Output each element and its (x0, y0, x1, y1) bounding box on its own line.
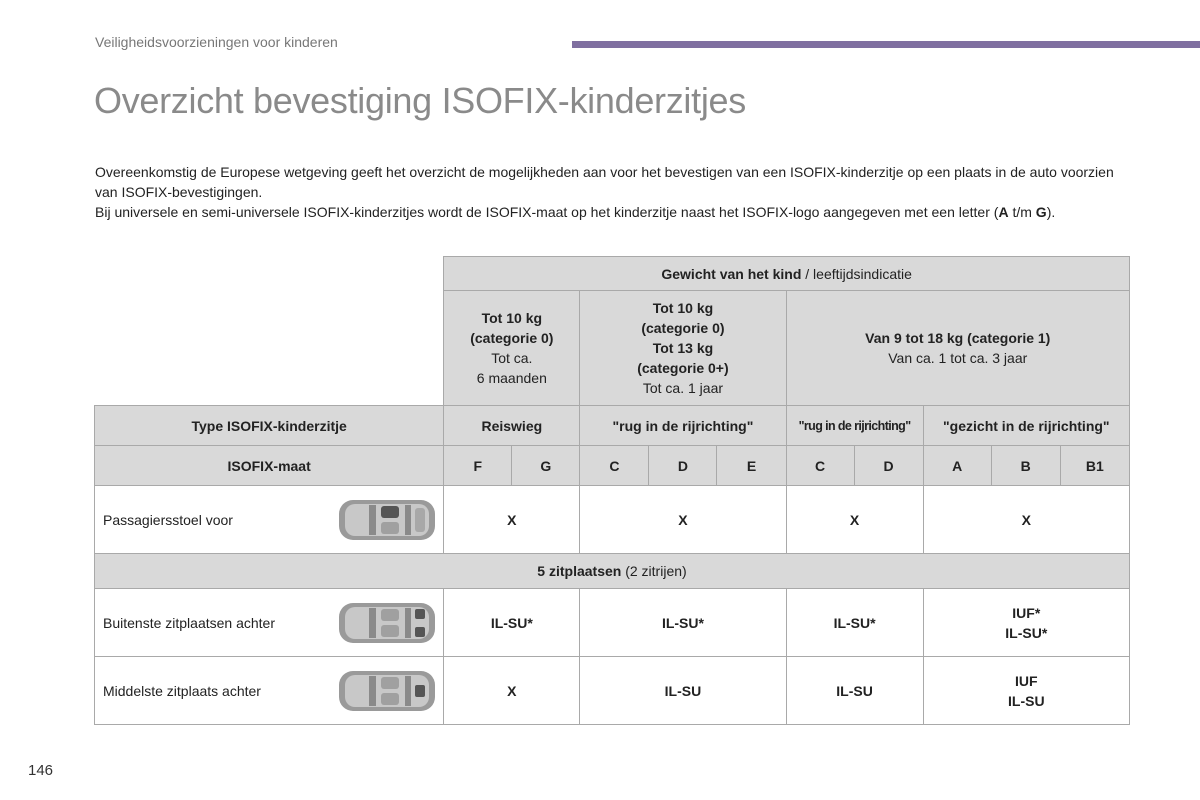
table-cell: IL-SU* (444, 589, 580, 657)
cat1-line4: 6 maanden (476, 370, 547, 386)
intro-paragraph-1: Overeenkomstig de Europese wetgeving geeft het overzicht de mogelijkheden aan voor het bevestigen van een ISOFIX-kinderzitje op een plaats in de auto voorzien van ISOFIX-bevestigingen. (95, 164, 1114, 200)
table-cell: IL-SU* (580, 589, 786, 657)
cell-line-1: IUF* (1012, 604, 1041, 621)
seat-position-label: Buitenste zitplaatsen achter (103, 614, 275, 631)
isofix-table (94, 256, 1130, 725)
table-cell: X (923, 486, 1129, 554)
size-cell: E (717, 446, 786, 486)
weight-header (444, 257, 1130, 291)
type-cell: "rug in de rijrichting" (580, 406, 786, 446)
size-cell: C (580, 446, 649, 486)
type-cell: Reiswieg (444, 406, 580, 446)
weight-category-1 (444, 291, 580, 406)
section-header: Veiligheidsvoorzieningen voor kinderen (95, 34, 338, 50)
group-header-rest: (2 zitrijen) (621, 563, 687, 579)
table-cell: X (580, 486, 786, 554)
table-cell (923, 657, 1129, 725)
intro-paragraph-2 (95, 202, 1135, 222)
size-label: ISOFIX-maat (95, 446, 444, 486)
car-front-seat-icon (335, 494, 439, 546)
intro-p2-mid: t/m (1008, 204, 1036, 220)
page-number: 146 (28, 762, 54, 779)
cat2-line5: Tot ca. 1 jaar (642, 380, 724, 396)
weight-category-3 (786, 291, 1129, 406)
table-row (95, 657, 1130, 725)
page-title: Overzicht bevestiging ISOFIX-kinderzitjes (94, 80, 746, 121)
table-cell: X (786, 486, 923, 554)
seat-position-label: Passagiersstoel voor (103, 511, 233, 528)
size-cell: B1 (1060, 446, 1129, 486)
size-cell: C (786, 446, 854, 486)
cat2-line1: Tot 10 kg (652, 300, 714, 316)
cat2-line4: (categorie 0+) (637, 360, 729, 376)
cell-line-2: IL-SU* (1005, 624, 1048, 641)
size-cell: G (512, 446, 580, 486)
cat3-line1: Van 9 tot 18 kg (categorie 1) (865, 330, 1051, 346)
intro-p2-letter-g: G (1035, 204, 1047, 220)
table-cell: IL-SU (580, 657, 786, 725)
cell-line-2: IL-SU (1008, 692, 1045, 709)
cell-line-1: IUF (1015, 672, 1038, 689)
intro-p2-letter-a: A (998, 204, 1009, 220)
table-cell (923, 589, 1129, 657)
group-header (95, 554, 1130, 589)
size-cell: F (444, 446, 512, 486)
group-header-bold: 5 zitplaatsen (537, 563, 622, 579)
weight-header-rest: / leeftijdsindicatie (801, 265, 912, 282)
header-accent-bar (572, 41, 1200, 48)
table-cell: X (444, 657, 580, 725)
seat-position-cell (95, 486, 444, 554)
weight-category-2 (580, 291, 786, 406)
table-row (95, 486, 1130, 554)
cat1-line3: Tot ca. (491, 350, 533, 366)
seat-position-cell (95, 589, 444, 657)
type-cell: "gezicht in de rijrichting" (923, 406, 1129, 446)
table-corner-blank (95, 257, 444, 291)
table-corner-blank-2 (95, 291, 444, 406)
table-cell: IL-SU* (786, 589, 923, 657)
size-cell: B (991, 446, 1060, 486)
cat2-line3: Tot 13 kg (652, 340, 714, 356)
intro-text (95, 162, 1135, 222)
intro-p2-before: Bij universele en semi-universele ISOFIX-kinderzitjes wordt de ISOFIX-maat op het kinderzitje naast het ISOFIX-logo aangegeven met een letter ( (95, 204, 999, 220)
table-cell: X (444, 486, 580, 554)
seat-position-cell (95, 657, 444, 725)
seat-position-label: Middelste zitplaats achter (103, 682, 261, 699)
car-rear-middle-seat-icon (335, 665, 439, 717)
cat3-line2: Van ca. 1 tot ca. 3 jaar (888, 350, 1028, 366)
size-cell: D (649, 446, 717, 486)
type-cell: "rug in de rijrichting" (786, 406, 923, 446)
size-cell: A (923, 446, 991, 486)
cat1-line2: (categorie 0) (470, 330, 554, 346)
weight-header-bold: Gewicht van het kind (661, 265, 802, 282)
table-row (95, 589, 1130, 657)
size-cell: D (854, 446, 923, 486)
intro-p2-after: ). (1046, 204, 1056, 220)
table-cell: IL-SU (786, 657, 923, 725)
type-label: Type ISOFIX-kinderzitje (95, 406, 444, 446)
cat1-line1: Tot 10 kg (481, 310, 543, 326)
cat2-line2: (categorie 0) (641, 320, 725, 336)
car-rear-outer-seats-icon (335, 597, 439, 649)
